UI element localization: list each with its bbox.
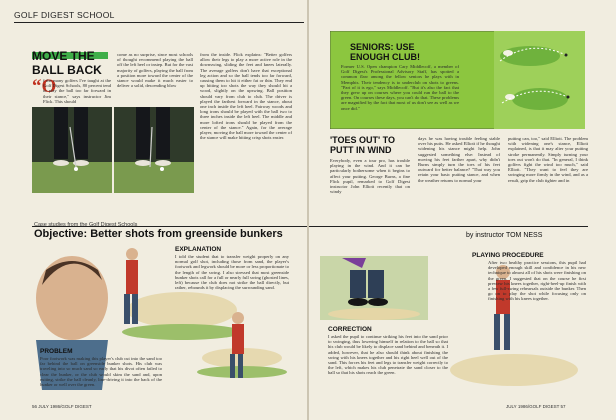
byline: by instructor TOM NESS [466,232,543,239]
article-intro: f the many golfers I've taught at the Golf Digest Schools, 80 percent tend to play the ball too far forward in their stance," says instructor Jim Flick. This should [43,78,111,104]
explanation-body: I told the student that to transfer weight properly on any normal golf shot, including those from sand, the player's footwork and legwork should be more or less proportionate to the length of the swing. I also stressed that most greenside bunker shots call for a full or nearly full swing (ghosted lines, left) because the club does not strike the ball directly, but rather, rebounds it by displacing the surrounding sand. [175,254,289,291]
article-title-line1: MOVE THE [32,49,95,63]
seniors-body: Former U.S. Open champion Cary Middlecoff, a member of Golf Digest's Professional Advisory Staff, has spotted a common flaw among the fellow seniors he plays with in Memphis. Their tendency is to underclub on shots to greens. "Part of it is ego," says Middlecoff. "But it's also the fact that they grew up on courses where you could run the ball to the green. On courses these days, you can't do that. These problems are magnified by the fact that most of us don't see as well as we once did." [341,64,459,111]
left-folio: 56 JULY 1986/GOLF DIGEST [32,404,92,409]
correction-body: I asked the pupil to continue striking his feet into the sand prior to swinging, thus lowering himself in relation to the ball so that his club would be likely to displace sand behind and beneath it. I added, however, that he also should think about finishing the swing with his knees together and his right heel well out of the sand. This forces his feet and legs to transfer weight correctly to the left, which makes his club penetrate the sand closer to the ball so that his shots reach the green. [328,334,448,376]
correction-heading: CORRECTION [328,326,372,333]
problem-heading: PROBLEM [40,348,73,355]
playing-procedure-heading: PLAYING PROCEDURE [472,252,544,259]
toes-column-1: Everybody, even a tour pro, has trouble playing in the wind. And it can be particularly bothersome when it begins to affect your putting. George Burns, a fine Flick pupil, remarked to Golf Digest instructor John Elliott recently that on windy [330,158,410,195]
toes-column-3: putting can, too," said Elliott. The problem with widening one's stance, Elliott explained, is that it may alter your putting stroke permanently. Simply turning your toes out won't do that. "In general, I think golfers fight the wind too much," said Elliott. "They want to feel they are swinging more firmly in the wind, and as a result, grip the club tighter and in [508,136,588,183]
case-studies-label: Case studies from the Golf Digest Schools [34,222,138,228]
center-gutter [307,0,309,420]
right-folio: JULY 1986/GOLF DIGEST 57 [506,404,566,409]
explanation-heading: EXPLANATION [175,246,222,253]
toes-title-line1: 'TOES OUT' TO [330,135,395,145]
playing-procedure-body: After two healthy practice sessions, this pupil had developed enough skill and confidence in his new technique to almost all of his shots were finishing on the green. I suggested that on the course he first preview his knees together, right-heel-up finish with a few full-swing rehearsals outside the bunker. Then go on to play the shot while focusing only on finishing with his knees together. [488,260,586,302]
stance-photo [32,107,194,193]
toes-column-2: days he was having trouble feeling stable over his putts. He asked Elliott if he thought widening his stance might help. John suggested something else: Instead of moving his feet farther apart, why didn't Burns simply turn the toes of his feet outward for better balance? "That way you retain your basic putting stance, and when the weather returns to normal your [418,136,500,183]
article-title-line2: BALL BACK [32,63,102,77]
problem-body: Poor footwork was making this player's club cut into the sand too far behind the ball on greenside bunker shots. His club was traveling into so much sand so early that his divot often failed to clear the bunker, or the club would skim the sand and, upon exiting, strike the ball cleanly, line-driving it into the back of the bunker or well over the green. [40,356,162,388]
header-rule [14,22,304,23]
running-head: GOLF DIGEST SCHOOL [14,10,115,20]
toes-title-line2: PUTT IN WIND [330,145,392,155]
stance-photo-art [32,107,194,193]
drop-quote: “O [32,76,57,97]
seniors-title-line2: ENOUGH CLUB! [350,52,420,62]
article-column-2: come as no surprise, since most schools of thought recommend playing the ball off the left heel or instep. But for the vast majority of golfers, playing the ball from a position more toward the center of the stance would make it much easier to deliver a solid, descending blow [117,52,193,89]
bunkers-title: Objective: Better shots from greenside bunkers [34,228,283,240]
seniors-title-line1: SENIORS: USE [350,42,415,52]
article-column-3: from the inside. Flick explains: "Better golfers allow their legs to play a more active role in the downswing, sliding the feet and knees laterally. The average golfers don't have that exceptional leg action and so the ball tends too far forward, causing them to hit it either fat or thin. They end up hitting too shots the way they should hit a wood, slightly on the upswing. Ball position should vary from club to club. The driver is played the farthest forward in the stance, about one inch inside the left heel. Fairway woods and long irons should be played with the ball two to three inches inside the left heel. The middle and more lofted irons should be played from the center of the stance." Again, for the average player, moving the ball more toward the center of the stance will make hitting crisp shots easier. [200,52,292,141]
